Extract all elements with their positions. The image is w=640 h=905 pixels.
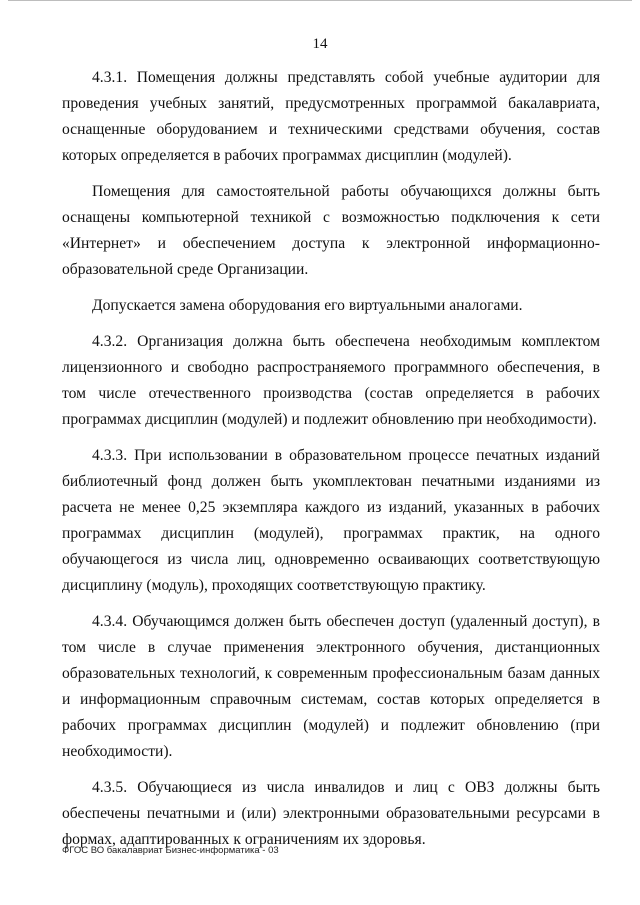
paragraph-4-3-3: 4.3.3. При использовании в образовательном процессе печатных изданий библиотечный фонд должен быть укомплектован печатными изданиями из расчета не менее 0,25 экземпляра каждого из изданий, указанных в рабочих программах дисциплин (модулей), программах практик, на одного обучающегося из числа лиц, одновременно осваивающих соответствующую дисциплину (модуль), проходящих соответствующую практику.	[62, 447, 600, 594]
paragraph-4-3-2: 4.3.2. Организация должна быть обеспечена необходимым комплектом лицензионного и свободно распространяемого программного обеспечения, в том числе отечественного производства (состав определяется в рабочих программах дисциплин (модулей) и подлежит обновлению при необходимости).	[62, 333, 600, 428]
page-number: 14	[312, 36, 328, 52]
paragraph-4-3-4: 4.3.4. Обучающимся должен быть обеспечен доступ (удаленный доступ), в том числе в случае применения электронного обучения, дистанционных образовательных технологий, к современным профессиональным базам данных и информационным справочным системам, состав которых определяется в рабочих программах дисциплин (модулей) и подлежит обновлению (при необходимости).	[62, 613, 600, 760]
document-body	[62, 65, 600, 863]
paragraph-4-3-5: 4.3.5. Обучающиеся из числа инвалидов и лиц с ОВЗ должны быть обеспечены печатными и (или) электронными образовательными ресурсами в формах, адаптированных к ограничениям их здоровья.	[62, 779, 600, 848]
paragraph-4-3-1: 4.3.1. Помещения должны представлять собой учебные аудитории для проведения учебных занятий, предусмотренных программой бакалавриата, оснащенные оборудованием и техническими средствами обучения, состав которых определяется в рабочих программах дисциплин (модулей).	[62, 69, 600, 164]
paragraph-virtual-analogs: Допускается замена оборудования его виртуальными аналогами.	[92, 297, 523, 314]
paragraph-self-study-rooms: Помещения для самостоятельной работы обучающихся должны быть оснащены компьютерной техникой с возможностью подключения к сети «Интернет» и обеспечением доступа к электронной информационно-образовательной среде Организации.	[62, 183, 600, 278]
page-footer: ФГОС ВО бакалавриат Бизнес-информатика - 03	[62, 845, 279, 856]
page-top-border	[8, 0, 632, 1]
